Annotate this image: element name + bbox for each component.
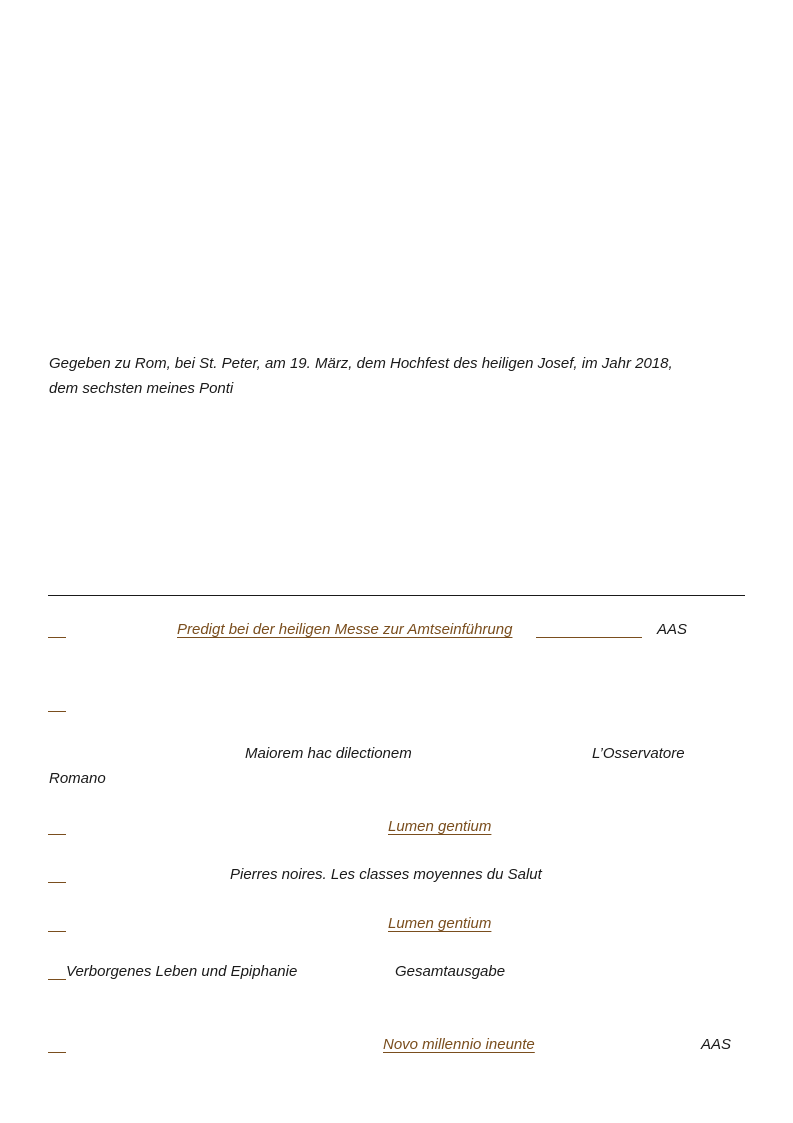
- footnote-1-link[interactable]: Predigt bei der heiligen Messe zur Amtseinführung: [177, 621, 513, 638]
- footnote-separator: [48, 595, 745, 596]
- footnote-6-marker[interactable]: [48, 931, 66, 932]
- footnote-5-marker[interactable]: [48, 882, 66, 883]
- closing-line-2: dem sechsten meines Ponti: [49, 380, 234, 397]
- footnote-3-title: Maiorem hac dilectionem: [245, 745, 412, 762]
- footnote-8-source: AAS: [701, 1036, 732, 1053]
- footnote-1-marker[interactable]: [48, 637, 66, 638]
- footnote-7-title: Verborgenes Leben und Epiphanie: [66, 963, 298, 980]
- footnote-5-text: Pierres noires. Les classes moyennes du Salut: [230, 866, 542, 883]
- footnote-8-marker[interactable]: [48, 1052, 66, 1053]
- footnote-3-source-continued: Romano: [49, 770, 106, 787]
- footnote-2-marker[interactable]: [48, 711, 66, 712]
- footnote-4-marker[interactable]: [48, 834, 66, 835]
- footnote-1-source: AAS: [657, 621, 688, 638]
- footnote-7-marker[interactable]: [48, 979, 66, 980]
- footnote-6-link[interactable]: Lumen gentium: [388, 915, 492, 932]
- footnote-8-link[interactable]: Novo millennio ineunte: [383, 1036, 535, 1053]
- footnote-7-source: Gesamtausgabe: [395, 963, 506, 980]
- footnote-4-link[interactable]: Lumen gentium: [388, 818, 492, 835]
- closing-line-1: Gegeben zu Rom, bei St. Peter, am 19. März, dem Hochfest des heiligen Josef, im Jahr 2018,: [49, 355, 673, 372]
- footnote-1-link-underline-extension: [536, 637, 642, 638]
- footnote-3-source: L’Osservatore: [592, 745, 685, 762]
